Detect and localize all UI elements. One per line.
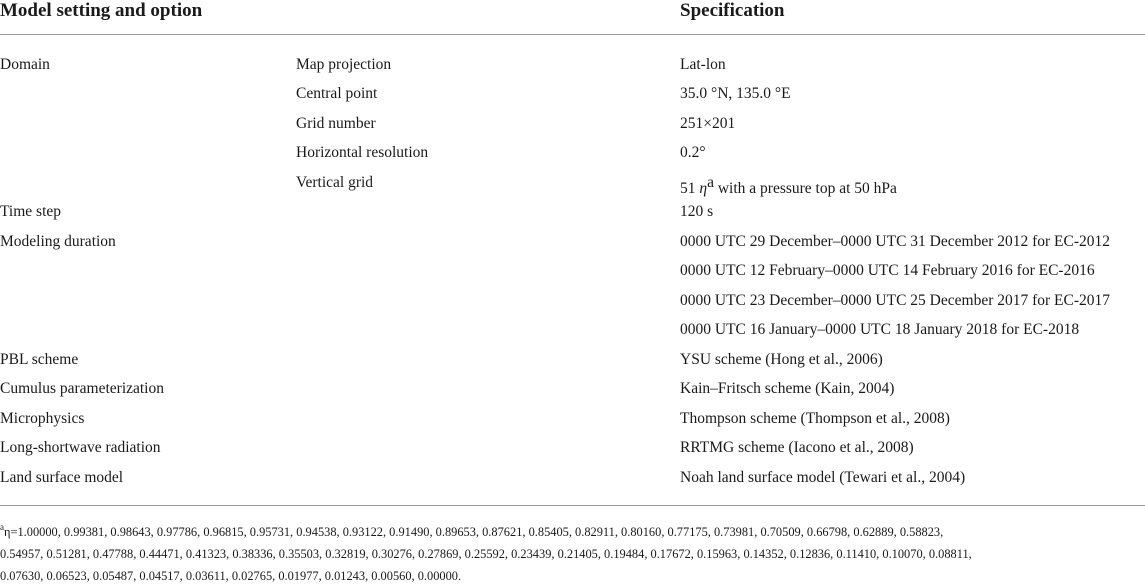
- row-spec: 0000 UTC 12 February–0000 UTC 14 February 2016 for EC-2016: [680, 262, 1095, 279]
- row-spec: 0.2°: [680, 144, 706, 161]
- footnote-marker: a: [707, 174, 714, 191]
- table-row: [0, 197, 1145, 226]
- table-row: [0, 286, 1145, 315]
- row-setting: Long-shortwave radiation: [0, 439, 161, 456]
- spec-pre: 51: [680, 180, 700, 197]
- row-setting: Time step: [0, 203, 62, 220]
- row-option: Central point: [296, 85, 378, 102]
- row-option: Grid number: [296, 115, 376, 132]
- table-row: [0, 374, 1145, 403]
- spec-post: with a pressure top at 50 hPa: [713, 180, 897, 197]
- row-option: Map projection: [296, 56, 392, 73]
- footnote-line-3: 0.07630, 0.06523, 0.05487, 0.04517, 0.03611, 0.02765, 0.01977, 0.01243, 0.00560, 0.00000.: [0, 569, 462, 583]
- table-row: [0, 50, 1145, 79]
- row-setting: Domain: [0, 56, 50, 73]
- eta-symbol: η: [699, 180, 708, 197]
- row-spec: Kain–Fritsch scheme (Kain, 2004): [680, 380, 895, 397]
- row-setting: Microphysics: [0, 410, 85, 427]
- row-spec: YSU scheme (Hong et al., 2006): [680, 351, 883, 368]
- table-row: [0, 138, 1145, 167]
- row-setting: Land surface model: [0, 469, 124, 486]
- row-spec: 0000 UTC 16 January–0000 UTC 18 January 2018 for EC-2018: [680, 321, 1080, 338]
- table-row: [0, 345, 1145, 374]
- footnote-line-2: 0.54957, 0.51281, 0.47788, 0.44471, 0.41323, 0.38336, 0.35503, 0.32819, 0.30276, 0.27869, 0.25592, 0.23439, 0.21405, 0.19484, 0.17672, 0.15963, 0.14352, 0.12836, 0.11410, 0.10070, 0.08811,: [0, 547, 972, 561]
- table-row: [0, 227, 1145, 256]
- row-setting: PBL scheme: [0, 351, 79, 368]
- row-spec: Lat-lon: [680, 56, 726, 73]
- table-footnote: [0, 516, 1145, 587]
- table-row: [0, 79, 1145, 108]
- footnote-line-1: [0, 516, 1145, 543]
- table-row: [0, 109, 1145, 138]
- table-row: [0, 463, 1145, 492]
- table-row: [0, 256, 1145, 285]
- table-row: [0, 404, 1145, 433]
- row-spec: 0000 UTC 29 December–0000 UTC 31 December 2012 for EC-2012: [680, 233, 1111, 250]
- header-specification: Specification: [680, 0, 785, 21]
- footnote-marker: a: [0, 522, 4, 532]
- table-header: [0, 0, 1145, 34]
- row-spec: 120 s: [680, 203, 714, 220]
- row-spec-vertical-grid: [680, 173, 897, 198]
- header-rule: [0, 34, 1145, 35]
- table-row: [0, 433, 1145, 462]
- footnote-line-1-text: η=1.00000, 0.99381, 0.98643, 0.97786, 0.96815, 0.95731, 0.94538, 0.93122, 0.91490, 0.89653, 0.87621, 0.85405, 0.82911, 0.80160, 0.77175, 0.73981, 0.70509, 0.66798, 0.62889, 0.58823,: [4, 525, 944, 539]
- row-spec: RRTMG scheme (Iacono et al., 2008): [680, 439, 914, 456]
- row-option: Vertical grid: [296, 174, 374, 191]
- bottom-rule: [0, 505, 1145, 506]
- row-setting: Modeling duration: [0, 233, 116, 250]
- row-spec: Noah land surface model (Tewari et al., 2004): [680, 469, 966, 486]
- header-model-setting: Model setting and option: [0, 0, 203, 21]
- row-spec: 0000 UTC 23 December–0000 UTC 25 December 2017 for EC-2017: [680, 292, 1111, 309]
- table-row: [0, 315, 1145, 344]
- row-setting: Cumulus parameterization: [0, 380, 164, 397]
- table-row: [0, 168, 1145, 197]
- row-spec: 251×201: [680, 115, 736, 132]
- row-spec: Thompson scheme (Thompson et al., 2008): [680, 410, 950, 427]
- row-spec: 35.0 °N, 135.0 °E: [680, 85, 791, 102]
- row-option: Horizontal resolution: [296, 144, 429, 161]
